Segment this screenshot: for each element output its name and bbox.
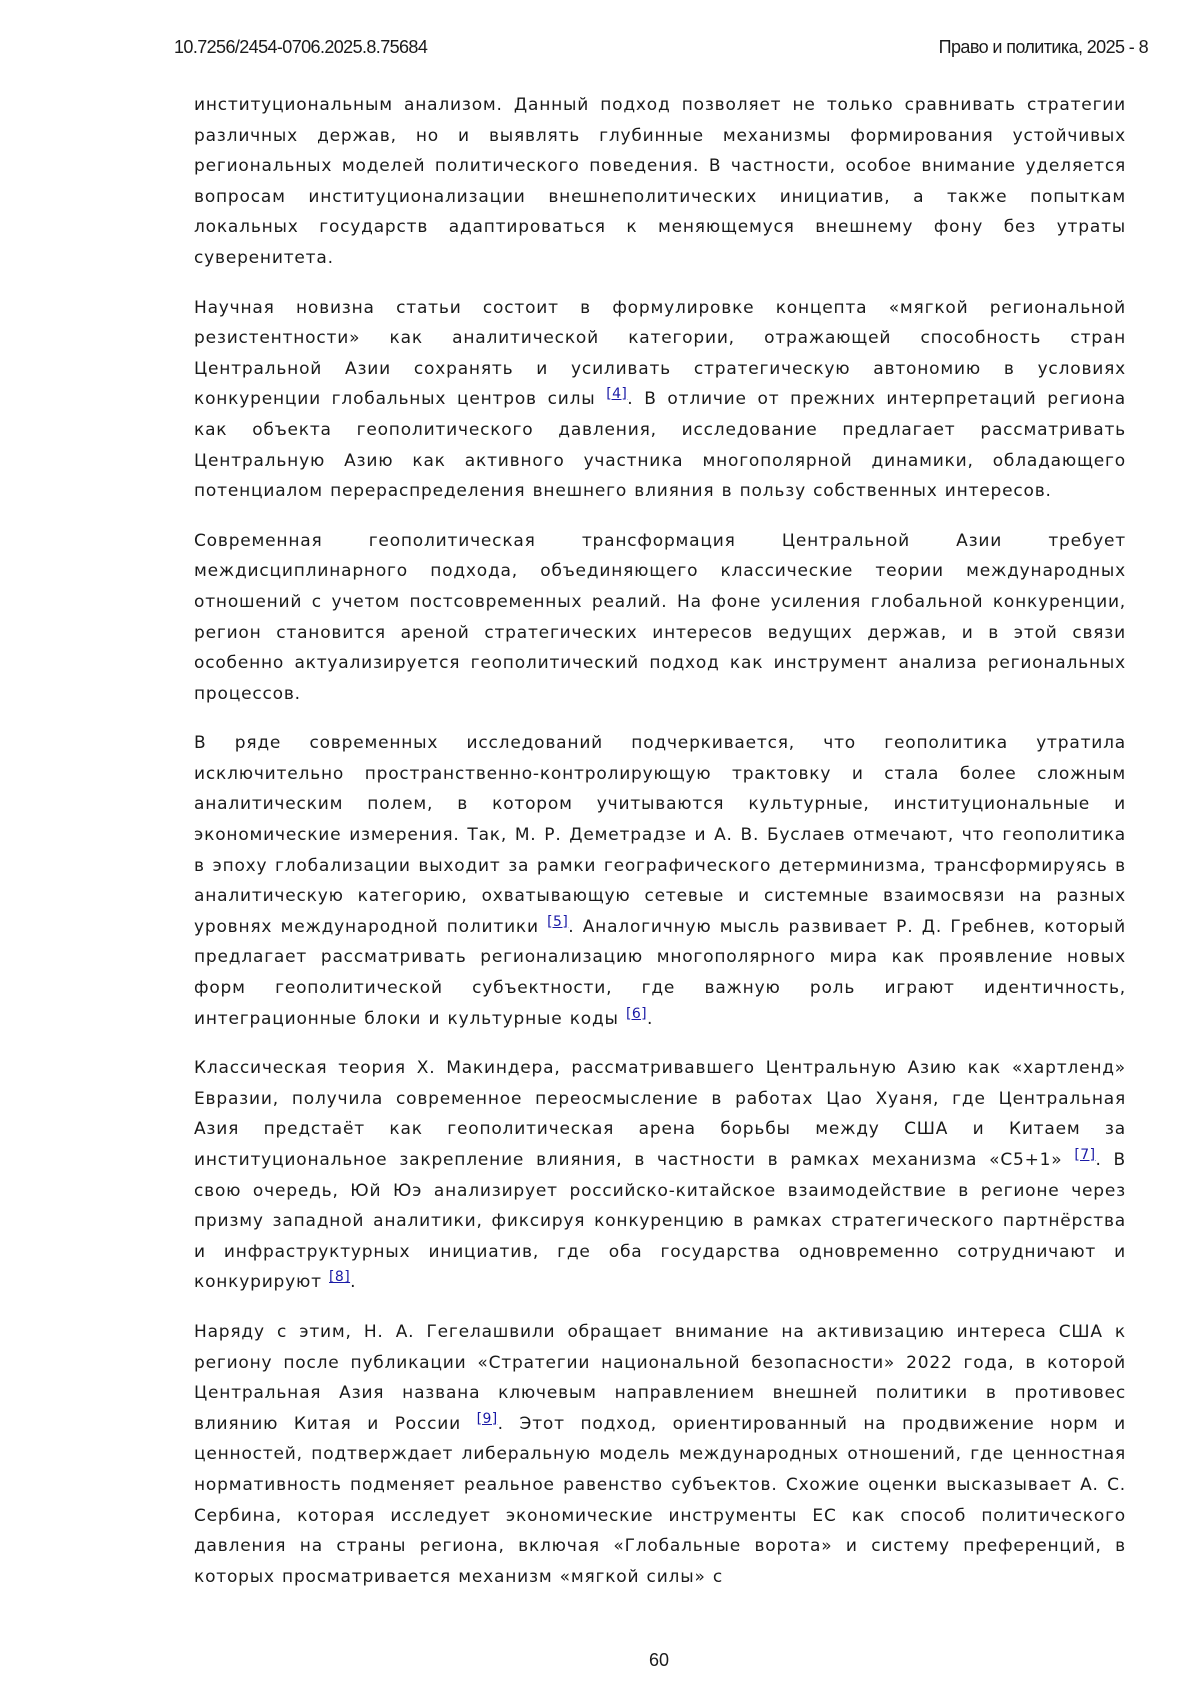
paragraph-text: Наряду с этим, Н. А. Гегелашвили обращает внимание на активизацию интереса США к региону после публикации «Стратегии национальной безопасности» 2022 года, в которой Центральная Азия названа ключевым направлением внешней политики в противовес влиянию Китая и России	[194, 1322, 1126, 1434]
paragraph	[194, 1053, 1126, 1298]
header-doi: 10.7256/2454-0706.2025.8.75684	[174, 37, 427, 58]
page-number: 60	[0, 1650, 1200, 1671]
header-journal: Право и политика, 2025 - 8	[939, 37, 1148, 58]
paragraph-text: .	[350, 1272, 356, 1292]
paragraph-text: Современная геополитическая трансформация Центральной Азии требует междисциплинарного подхода, объединяющего классические теории международных отношений с учетом постсовременных реалий. На фоне усиления глобальной конкуренции, регион становится ареной стратегических интересов ведущих держав, и в этой связи особенно актуализируется геополитический подход как инструмент анализа региональных процессов.	[194, 531, 1126, 704]
footnote-link[interactable]: [6]	[626, 1006, 647, 1022]
footnote-link[interactable]: [5]	[547, 914, 568, 930]
footnote-link[interactable]: [9]	[477, 1411, 498, 1427]
paragraph	[194, 1317, 1126, 1592]
paragraph-text: . В свою очередь, Юй Юэ анализирует российско-китайское взаимодействие в регионе через призму западной аналитики, фиксируя конкуренцию в рамках стратегического партнёрства и инфраструктурных инициатив, где оба государства одновременно сотрудничают и конкурируют	[194, 1150, 1126, 1292]
paragraph-text: .	[647, 1009, 653, 1029]
paragraph-text: Классическая теория Х. Макиндера, рассматривавшего Центральную Азию как «хартленд» Евразии, получила современное переосмысление в работах Цао Хуаня, где Центральная Азия предстаёт как геополитическая арена борьбы между США и Китаем за институциональное закрепление влияния, в частности в рамках механизма «C5+1»	[194, 1058, 1126, 1170]
paragraph-text: . В отличие от прежних интерпретаций региона как объекта геополитического давления, исследование предлагает рассматривать Центральную Азию как активного участника многополярной динамики, обладающего потенциалом перераспределения внешнего влияния в пользу собственных интересов.	[194, 389, 1126, 501]
paragraph-text: институциональным анализом. Данный подход позволяет не только сравнивать стратегии различных держав, но и выявлять глубинные механизмы формирования устойчивых региональных моделей политического поведения. В частности, особое внимание уделяется вопросам институционализации внешнеполитических инициатив, а также попыткам локальных государств адаптироваться к меняющемуся внешнему фону без утраты суверенитета.	[194, 95, 1126, 268]
paragraph	[194, 728, 1126, 1034]
paragraph-text: . Этот подход, ориентированный на продвижение норм и ценностей, подтверждает либеральную модель международных отношений, где ценностная нормативность подменяет реальное равенство субъектов. Схожие оценки высказывает А. С. Сербина, которая исследует экономические инструменты ЕС как способ политического давления на страны региона, включая «Глобальные ворота» и систему преференций, в которых просматривается механизм «мягкой силы» с	[194, 1414, 1126, 1587]
article-body	[194, 90, 1126, 1611]
paragraph	[194, 526, 1126, 710]
footnote-link[interactable]: [8]	[329, 1269, 350, 1285]
document-page	[0, 0, 1200, 1698]
paragraph	[194, 293, 1126, 507]
footnote-link[interactable]: [7]	[1074, 1147, 1095, 1163]
paragraph	[194, 90, 1126, 274]
footnote-link[interactable]: [4]	[606, 386, 627, 402]
paragraph-text: В ряде современных исследований подчеркивается, что геополитика утратила исключительно пространственно-контролирующую трактовку и стала более сложным аналитическим полем, в котором учитываются культурные, институциональные и экономические измерения. Так, М. Р. Деметрадзе и А. В. Буслаев отмечают, что геополитика в эпоху глобализации выходит за рамки географического детерминизма, трансформируясь в аналитическую категорию, охватывающую сетевые и системные взаимосвязи на разных уровнях международной политики	[194, 733, 1126, 937]
paragraph-text: Научная новизна статьи состоит в формулировке концепта «мягкой региональной резистентности» как аналитической категории, отражающей способность стран Центральной Азии сохранять и усиливать стратегическую автономию в условиях конкуренции глобальных центров силы	[194, 298, 1126, 410]
paragraph-text: . Аналогичную мысль развивает Р. Д. Гребнев, который предлагает рассматривать регионализацию многополярного мира как проявление новых форм геополитической субъектности, где важную роль играют идентичность, интеграционные блоки и культурные коды	[194, 917, 1126, 1029]
